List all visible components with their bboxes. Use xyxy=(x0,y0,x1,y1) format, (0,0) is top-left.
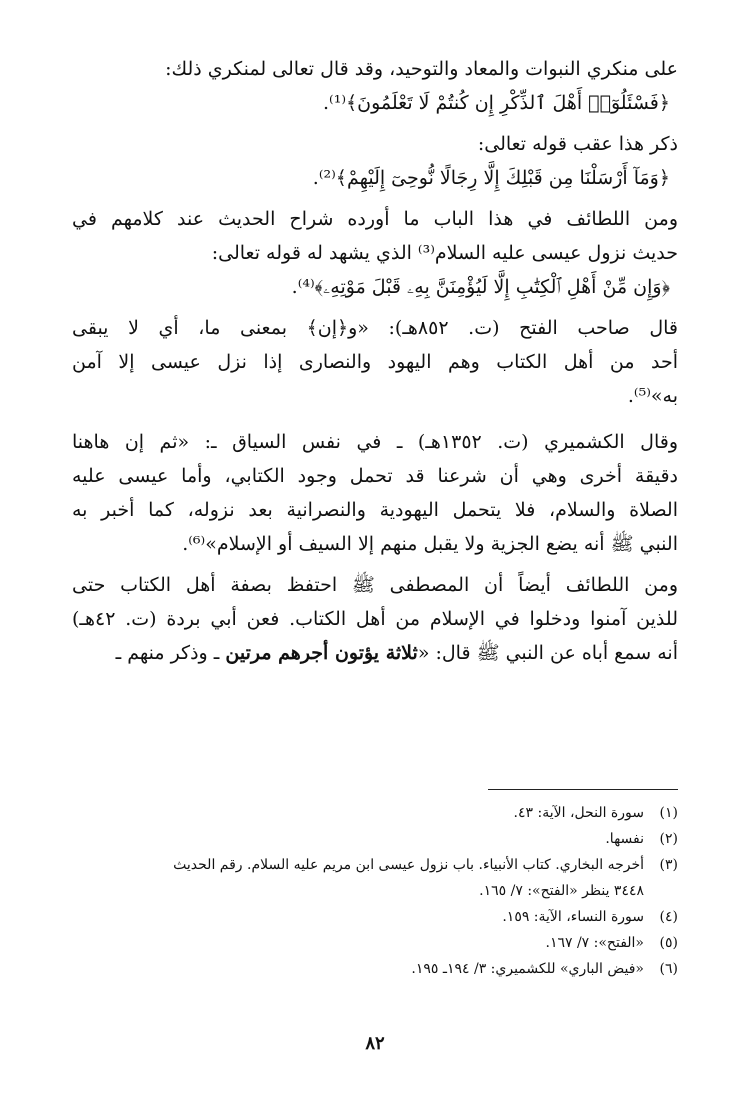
text-fragment: ـ وذكر منهم ـ xyxy=(115,642,226,664)
text-line: قال صاحب الفتح (ت. ٨٥٢هـ): «و﴿إن﴾ بمعنى ما، أي لا يبقى xyxy=(72,317,678,339)
text-line: أحد من أهل الكتاب وهم اليهود والنصارى إذا نزل عيسى إلا آمن xyxy=(72,351,678,373)
text-line: الصلاة والسلام، فلا يتحمل اليهودية والنصرانية بعد نزوله، كما أخبر به xyxy=(72,499,678,521)
footnote-number: (٥) xyxy=(659,935,678,951)
footnote-item xyxy=(72,904,678,930)
footnote-number: (٦) xyxy=(659,961,678,977)
hadith-bold-text: ثلاثة يؤتون أجرهم مرتين xyxy=(225,642,418,664)
footnote-text: أخرجه البخاري. كتاب الأنبياء. باب نزول عيسى ابن مريم عليه السلام. رقم الحديث xyxy=(173,857,644,873)
main-text xyxy=(72,52,678,670)
footnote-item xyxy=(72,826,678,852)
footnote-number: (٣) xyxy=(659,857,678,873)
footnote-text: سورة النحل، الآية: ٤٣. xyxy=(513,805,644,821)
text-line: دقيقة أخرى وهي أن شرعنا قد تحمل وجود الكتابي، وأما عيسى عليه xyxy=(72,465,678,487)
quran-verse: ﴿وَمَآ أَرْسَلْنَا مِن قَبْلِكَ إِلَّا رِجَالًا نُّوحِىٓ إِلَيْهِمْ﴾⁽²⁾. xyxy=(312,167,670,189)
text-line: حديث نزول عيسى عليه السلام⁽³⁾ الذي يشهد له قوله تعالى: xyxy=(211,242,678,264)
footnotes xyxy=(72,800,678,982)
footnote-item xyxy=(72,930,678,956)
footnote-text: نفسها. xyxy=(605,831,644,847)
footnote-item xyxy=(72,800,678,826)
footnote-number: (١) xyxy=(659,805,678,821)
footnote-item xyxy=(72,956,678,982)
footnote-divider xyxy=(488,789,678,790)
text-line: على منكري النبوات والمعاد والتوحيد، وقد قال تعالى لمنكري ذلك: xyxy=(165,58,678,80)
text-line: ومن اللطائف في هذا الباب ما أورده شراح الحديث عند كلامهم في xyxy=(72,208,678,230)
footnote-text: سورة النساء، الآية: ١٥٩. xyxy=(502,909,644,925)
text-line: ومن اللطائف أيضاً أن المصطفى ﷺ احتفظ بصفة أهل الكتاب حتى xyxy=(72,574,678,596)
text-fragment: أنه سمع أباه عن النبي ﷺ قال: « xyxy=(417,642,678,664)
quran-verse: ﴿فَسْئَلُوٓا۟ أَهْلَ ٱلذِّكْرِ إِن كُنتُمْ لَا تَعْلَمُونَ﴾⁽¹⁾. xyxy=(322,92,670,114)
quran-verse: ﴿وَإِن مِّنْ أَهْلِ ٱلْكِتَٰبِ إِلَّا لَيُؤْمِنَنَّ بِهِۦ قَبْلَ مَوْتِهِۦ﴾⁽⁴⁾. xyxy=(291,276,670,298)
text-line: وقال الكشميري (ت. ١٣٥٢هـ) ـ في نفس السياق ـ: «ثم إن هاهنا xyxy=(72,431,678,453)
text-line: للذين آمنوا ودخلوا في الإسلام من أهل الكتاب. فعن أبي بردة (ت. ٤٢هـ) xyxy=(72,608,678,630)
footnote-number: (٢) xyxy=(659,831,678,847)
text-line: النبي ﷺ أنه يضع الجزية ولا يقبل منهم إلا السيف أو الإسلام»⁽⁶⁾. xyxy=(182,533,678,555)
page-number: ٨٢ xyxy=(365,1033,385,1054)
text-line: ذكر هذا عقب قوله تعالى: xyxy=(477,133,678,155)
footnote-continuation: ٣٤٤٨ ينظر «الفتح»: ٧/ ١٦٥. xyxy=(479,883,644,899)
footnote-item xyxy=(72,852,678,878)
text-line xyxy=(72,636,678,670)
footnote-number: (٤) xyxy=(659,909,678,925)
footnote-text: «الفتح»: ٧/ ١٦٧. xyxy=(545,935,644,951)
text-line: به»⁽⁵⁾. xyxy=(627,385,678,407)
footnote-text: «فيض الباري» للكشميري: ٣/ ١٩٤ـ ١٩٥. xyxy=(411,961,644,977)
